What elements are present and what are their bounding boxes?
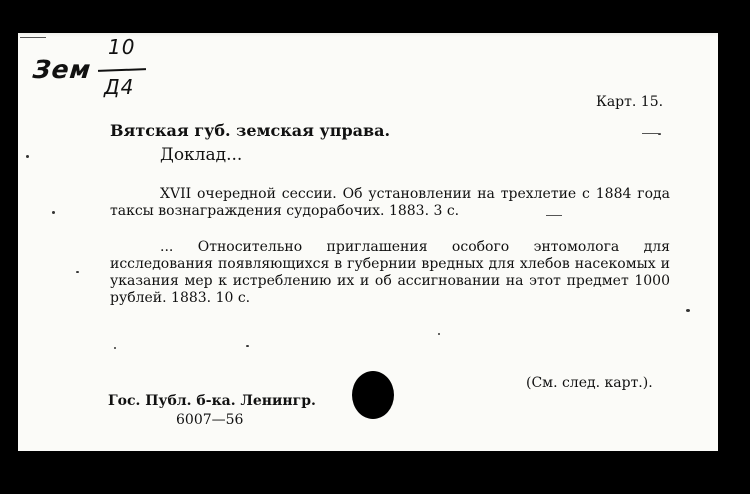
handwritten-numerator: 10 [108,35,136,59]
card-number: Карт. 15. [596,94,664,110]
scan-speck [686,309,690,312]
library-stamp-line1: Гос. Публ. б-ка. Ленингр. [108,393,316,409]
handwritten-prefix: Зем [31,55,93,84]
scan-speck [52,211,55,214]
scan-speck [76,271,79,273]
scan-speck [114,347,116,349]
paragraph-1: XVII очередной сессии. Об установлении на трехлетие с 1884 года таксы вознаграждения судорабочих. 1883. 3 с. [110,186,670,219]
scan-mark [20,37,46,38]
catalog-card [18,33,718,451]
subheading: Доклад... [160,145,243,165]
library-stamp-line2: 6007—56 [176,412,244,428]
paragraph-2: ... Относительно приглашения особого энтомолога для исследования появляющихся в губернии вредных для хлебов насекомых и указания мер к истреблению их и об ассигновании на этот предмет 1000 рублей. 1883. 10 с. [110,239,670,306]
handwritten-denominator: Д4 [104,75,135,99]
punch-hole [352,371,394,419]
heading: Вятская губ. земская управа. [110,121,391,140]
scan-speck [26,155,29,158]
scan-speck [246,345,249,347]
handwritten-fraction-bar [98,68,146,72]
continued-note: (См. след. карт.). [526,375,653,391]
scan-mark [546,215,562,216]
scan-mark [642,133,660,134]
scan-speck [438,333,440,335]
